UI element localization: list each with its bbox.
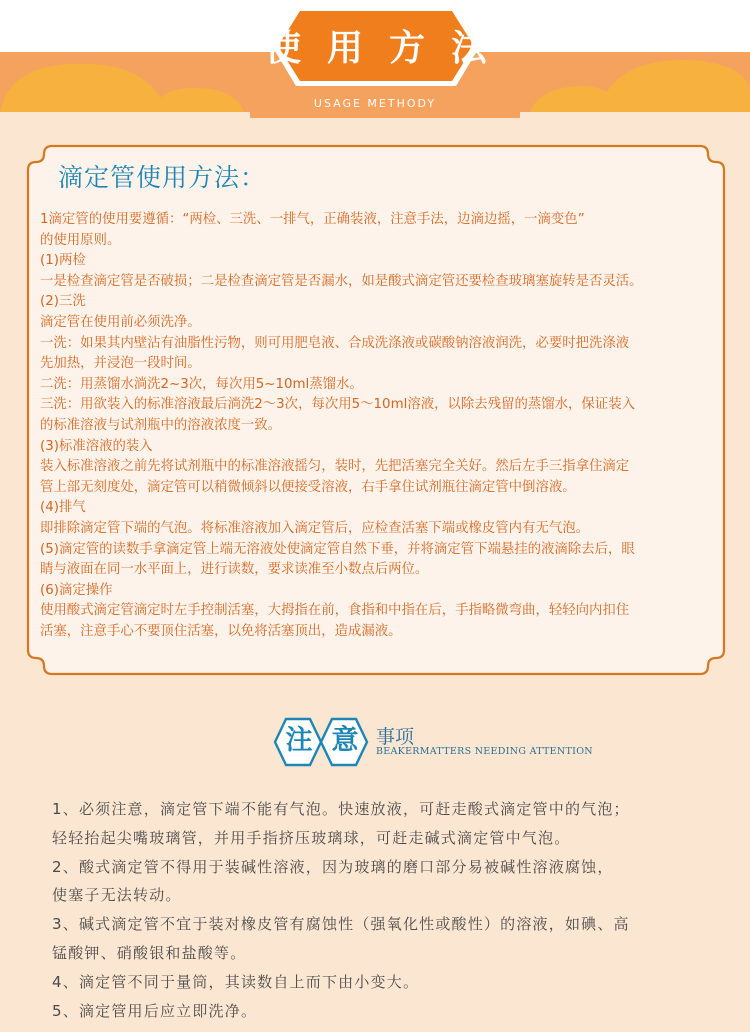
method-line: 1滴定管的使用要遵循：“两检、三洗、一排气，正确装液，注意手法，边滴边摇，一滴变色” — [40, 212, 585, 227]
method-line: 一是检查滴定管是否破损；二是检查滴定管是否漏水，如是酸式滴定管还要检查玻璃塞旋转是否灵活。 — [40, 273, 643, 289]
method-line: (4)排气 — [40, 500, 86, 516]
title-char-1: 使 — [264, 27, 301, 69]
method-line: 装入标准溶液之前先将试剂瓶中的标准溶液摇匀，装时，先把活塞完全关好。然后左手三指拿住滴定 — [40, 459, 630, 475]
method-line: 的使用原则。 — [40, 232, 121, 248]
page-title — [258, 10, 494, 80]
method-line: 的标准溶液与试剂瓶中的溶液浓度一致。 — [40, 417, 282, 433]
method-line: 三洗：用欲装入的标准溶液最后淌洗2〜3次，每次用5〜10ml溶液，以除去残留的蒸馏水，保证装入 — [40, 397, 635, 413]
method-line: (5)滴定管的读数手拿滴定管上端无溶液处使滴定管自然下垂，并将滴定管下端悬挂的液滴除去后，眼 — [40, 541, 635, 557]
notice-line: 3、碱式滴定管不宜于装对橡皮管有腐蚀性（强氧化性或酸性）的溶液，如碘、高 — [52, 915, 630, 934]
page-subtitle: USAGE METHODY — [313, 97, 437, 110]
method-line: 管上部无刻度处，滴定管可以稍微倾斜以便接受溶液，右手拿住试剂瓶往滴定管中倒溶液。 — [40, 479, 576, 495]
method-body — [40, 210, 720, 642]
notice-line: 使塞子无法转动。 — [52, 886, 182, 905]
method-line: (3)标准溶液的装入 — [40, 438, 153, 454]
method-line: (2)三洗 — [40, 294, 86, 310]
method-line: 一洗：如果其内壁沾有油脂性污物，则可用肥皂液、合成洗涤液或碳酸钠溶液润洗，必要时把洗涤液 — [40, 335, 630, 351]
notice-line: 锰酸钾、硝酸银和盐酸等。 — [52, 943, 247, 962]
method-line: 滴定管在使用前必须洗净。 — [40, 314, 201, 330]
method-line: 睛与液面在同一水平面上，进行读数，要求读准至小数点后两位。 — [40, 562, 429, 578]
method-line: 使用酸式滴定管滴定时左手控制活塞，大拇指在前，食指和中指在后，手指略微弯曲，轻轻向内扣住 — [40, 603, 630, 619]
title-char-2: 用 — [326, 27, 363, 69]
notice-title-rest: 事项 — [376, 726, 415, 748]
notice-english-subtitle: BEAKERMATTERS NEEDING ATTENTION — [376, 746, 593, 757]
notice-line: 5、滴定管用后应立即洗净。 — [52, 1001, 258, 1020]
notice-line: 轻轻抬起尖嘴玻璃管，并用手指挤压玻璃球，可赶走碱式滴定管中气泡。 — [52, 828, 571, 847]
notice-line: 1、必须注意，滴定管下端不能有气泡。快速放液，可赶走酸式滴定管中的气泡； — [52, 800, 630, 818]
title-char-4: 法 — [450, 27, 487, 69]
method-line: (6)滴定操作 — [40, 582, 113, 598]
method-title: 滴定管使用方法： — [58, 163, 267, 192]
notice-line: 2、酸式滴定管不得用于装碱性溶液，因为玻璃的磨口部分易被碱性溶液腐蚀， — [52, 857, 614, 876]
method-line: 活塞，注意手心不要顶住活塞，以免将活塞顶出，造成漏液。 — [40, 623, 402, 639]
notice-line: 4、滴定管不同于量筒，其读数自上而下由小变大。 — [52, 972, 420, 991]
notice-char-yi: 意 — [331, 725, 359, 756]
notice-list — [52, 795, 732, 1025]
method-line: 即排除滴定管下端的气泡。将标准溶液加入滴定管后，应检查活塞下端或橡皮管内有无气泡。 — [40, 520, 590, 536]
method-line: (1)两检 — [40, 253, 86, 269]
method-line: 二洗：用蒸馏水淌洗2~3次，每次用5~10ml蒸馏水。 — [40, 376, 363, 392]
title-char-3: 方 — [388, 27, 425, 69]
method-line: 先加热，并浸泡一段时间。 — [40, 356, 201, 372]
notice-char-zhu: 注 — [285, 725, 313, 756]
